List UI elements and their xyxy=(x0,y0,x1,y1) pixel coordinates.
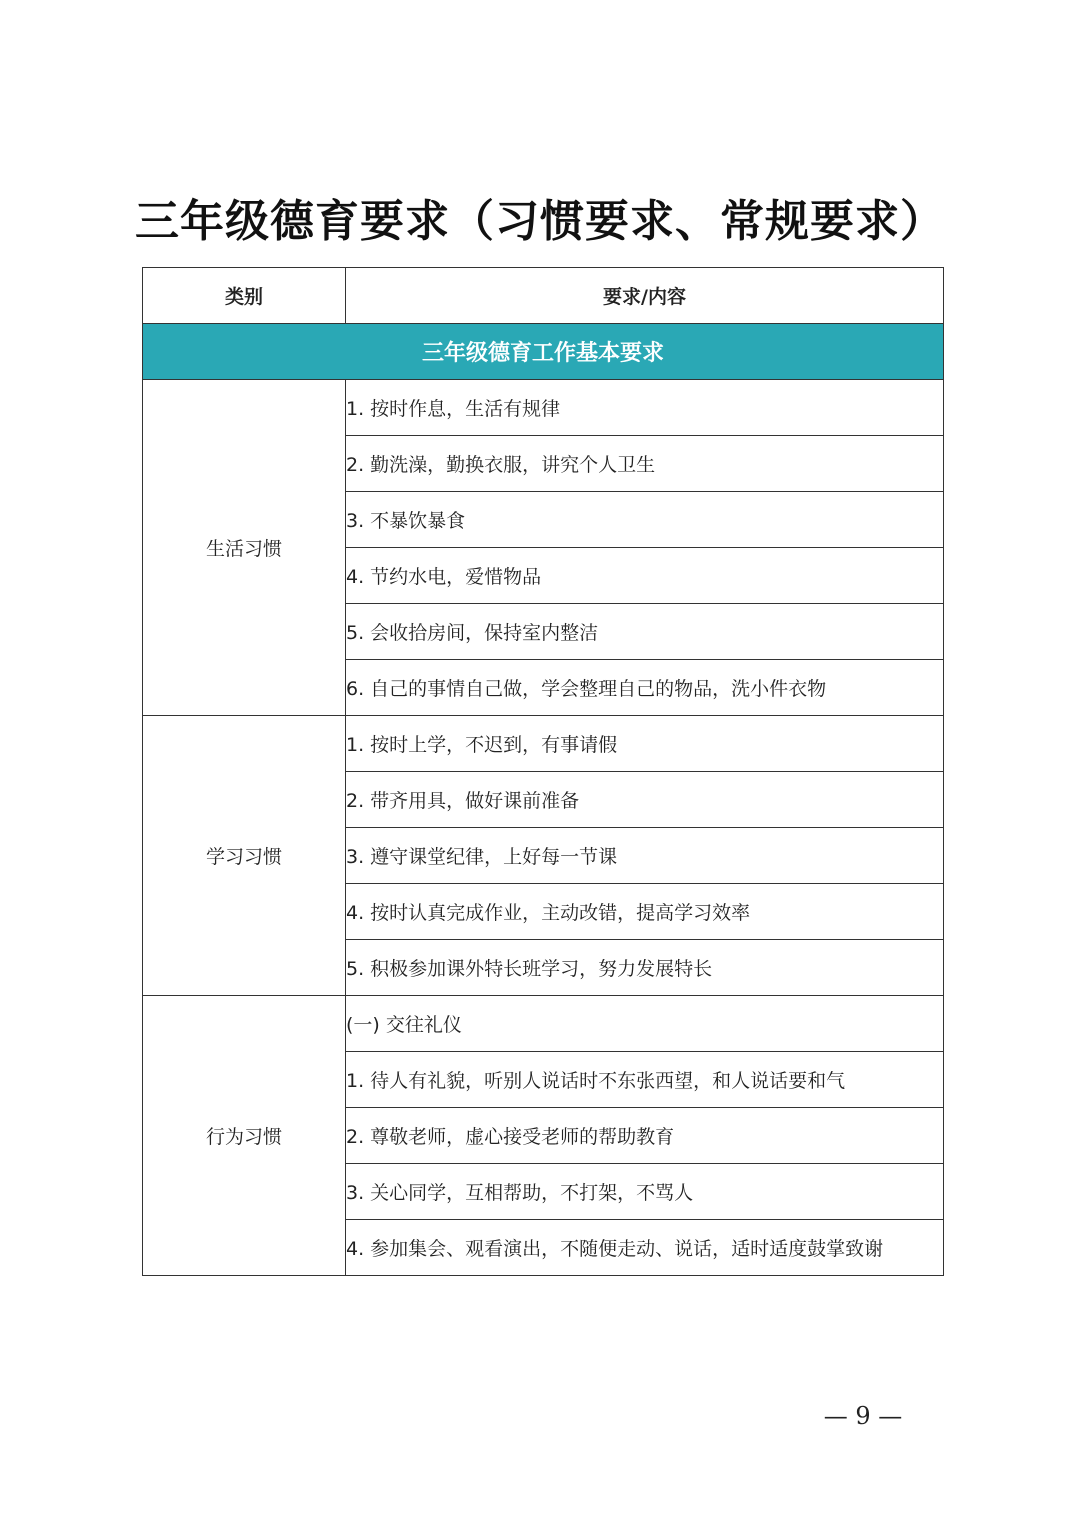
section-row xyxy=(143,324,944,380)
header-category: 类别 xyxy=(143,268,346,324)
table-row xyxy=(143,716,944,772)
category-behavior-habits: 行为习惯 xyxy=(143,996,346,1276)
list-item: 3. 遵守课堂纪律，上好每一节课 xyxy=(346,828,944,884)
page-number: — 9 — xyxy=(823,1402,903,1430)
list-item: 1. 按时上学，不迟到，有事请假 xyxy=(346,716,944,772)
category-study-habits: 学习习惯 xyxy=(143,716,346,996)
list-item: 5. 会收拾房间，保持室内整洁 xyxy=(346,604,944,660)
section-title: 三年级德育工作基本要求 xyxy=(143,324,944,380)
list-item: 1. 待人有礼貌，听别人说话时不东张西望，和人说话要和气 xyxy=(346,1052,944,1108)
page-title: 三年级德育要求（习惯要求、常规要求） xyxy=(135,196,945,247)
list-item: 3. 关心同学，互相帮助，不打架，不骂人 xyxy=(346,1164,944,1220)
list-item: (一) 交往礼仪 xyxy=(346,996,944,1052)
requirements-table xyxy=(142,267,944,1276)
list-item: 6. 自己的事情自己做，学会整理自己的物品，洗小件衣物 xyxy=(346,660,944,716)
list-item: 2. 尊敬老师，虚心接受老师的帮助教育 xyxy=(346,1108,944,1164)
list-item: 2. 带齐用具，做好课前准备 xyxy=(346,772,944,828)
list-item: 4. 参加集会、观看演出，不随便走动、说话，适时适度鼓掌致谢 xyxy=(346,1220,944,1276)
table-row xyxy=(143,996,944,1052)
list-item: 3. 不暴饮暴食 xyxy=(346,492,944,548)
list-item: 4. 节约水电，爱惜物品 xyxy=(346,548,944,604)
list-item: 4. 按时认真完成作业，主动改错，提高学习效率 xyxy=(346,884,944,940)
list-item: 5. 积极参加课外特长班学习，努力发展特长 xyxy=(346,940,944,996)
list-item: 1. 按时作息，生活有规律 xyxy=(346,380,944,436)
list-item: 2. 勤洗澡，勤换衣服，讲究个人卫生 xyxy=(346,436,944,492)
table-row xyxy=(143,380,944,436)
header-content: 要求/内容 xyxy=(346,268,944,324)
category-living-habits: 生活习惯 xyxy=(143,380,346,716)
table-header-row xyxy=(143,268,944,324)
